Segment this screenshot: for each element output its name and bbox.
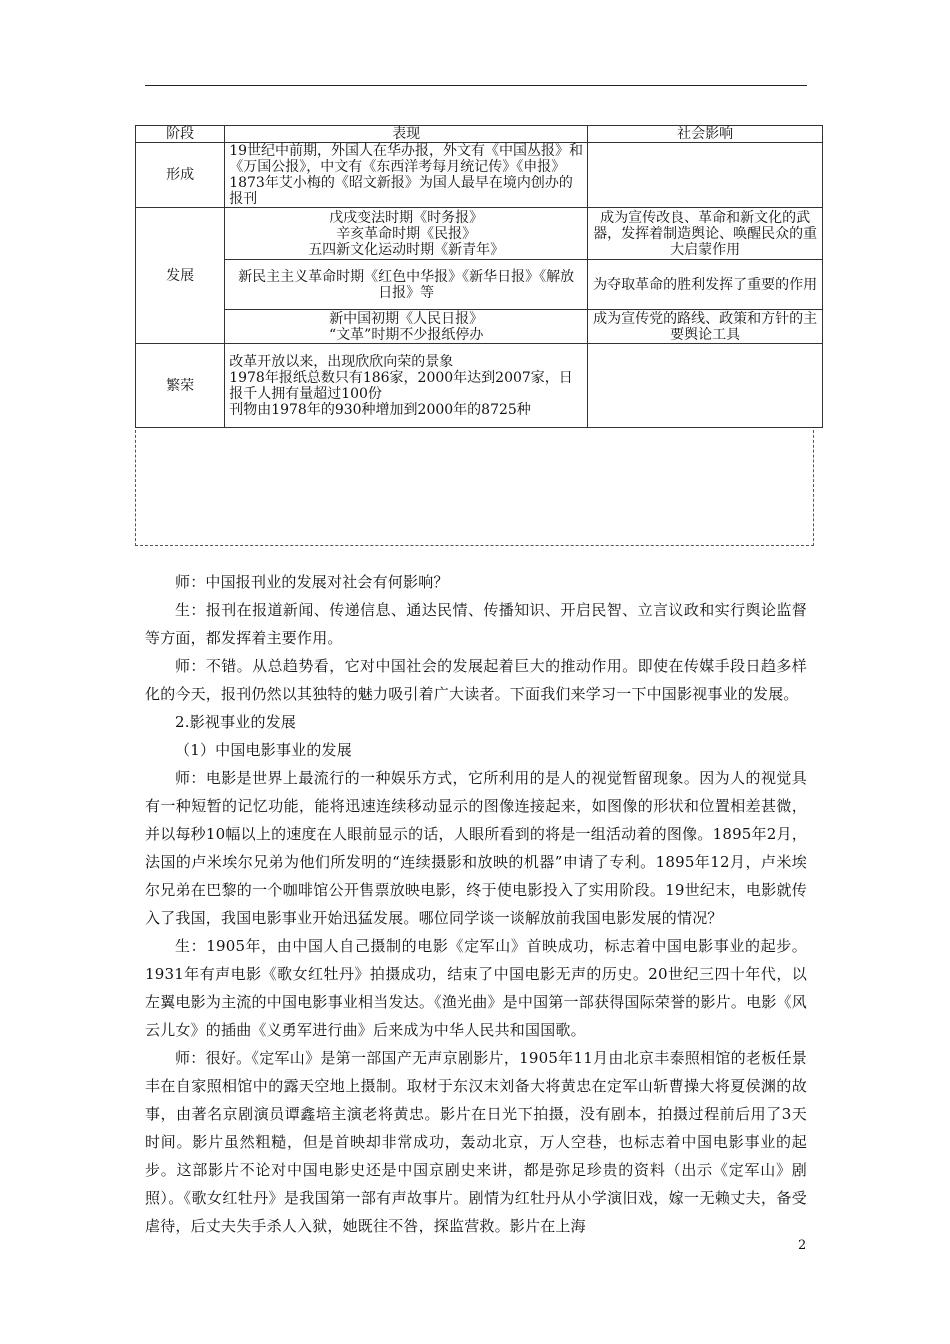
development-representation-3 — [225, 310, 588, 344]
rep-line: 1978年报纸总数只有186家，2000年达到2007家，日报千人拥有量超过100份 — [229, 369, 573, 402]
table-row-development-1 — [136, 208, 823, 260]
stage-prosperity: 繁荣 — [136, 344, 225, 428]
development-impact-1: 成为宣传改良、革命和新文化的武器，发挥着制造舆论、唤醒民众的重大启蒙作用 — [588, 208, 823, 260]
development-representation-2 — [225, 260, 588, 310]
paragraph: 师：中国报刊业的发展对社会有何影响？ — [175, 573, 449, 591]
rep-line: 戊戌变法时期《时务报》 — [329, 209, 484, 226]
stage-formation: 形成 — [136, 143, 225, 208]
table-row-development-2 — [136, 260, 823, 310]
paragraph: 生：1905年，由中国人自己摄制的电影《定军山》首映成功，标志着中国电影事业的起步。1931年有声电影《歌女红牡丹》拍摄成功，结束了中国电影无声的历史。20世纪三四十年代，以左翼电影为主流的中国电影事业相当发达。《渔光曲》是中国第一部获得国际荣誉的影片。电影《风云儿女》的插曲《义勇军进行曲》后来成为中华人民共和国国歌。 — [145, 937, 807, 1039]
stage-development: 发展 — [136, 208, 225, 344]
table-row-prosperity — [136, 344, 823, 428]
subsection-heading: （1）中国电影事业的发展 — [175, 741, 352, 759]
rep-line: 新中国初期《人民日报》 — [329, 310, 484, 327]
header-representation: 表现 — [225, 126, 588, 143]
rep-line: “文革”时期不少报纸停办 — [329, 326, 484, 343]
rep-line: 新民主主义革命时期《红色中华报》《新华日报》《解放 — [238, 268, 575, 285]
header-stage: 阶段 — [136, 126, 225, 143]
rep-line: 五四新文化运动时期《新青年》 — [308, 241, 505, 258]
rep-line: 辛亥革命时期《民报》 — [336, 225, 477, 242]
dashed-blank-box — [135, 430, 814, 546]
prosperity-impact — [588, 344, 823, 428]
development-impact-2: 为夺取革命的胜利发挥了重要的作用 — [588, 260, 823, 310]
section-heading: 2.影视事业的发展 — [175, 713, 297, 731]
lesson-body — [145, 568, 807, 1240]
newspaper-stages-table — [135, 125, 823, 428]
table-row-formation — [136, 143, 823, 208]
table-row-development-3 — [136, 310, 823, 344]
table-header-row — [136, 126, 823, 143]
formation-representation: 19世纪中前期，外国人在华办报，外文有《中国丛报》和《万国公报》，中文有《东西洋考每月统记传》《申报》1873年艾小梅的《昭文新报》为国人最早在境内创办的报刊 — [225, 143, 588, 208]
rep-line: 刊物由1978年的930种增加到2000年的8725种 — [229, 401, 531, 418]
rep-line: 日报》等 — [378, 284, 435, 301]
formation-impact — [588, 143, 823, 208]
rep-line: 改革开放以来，出现欣欣向荣的景象 — [229, 353, 454, 370]
paragraph: 师：不错。从总趋势看，它对中国社会的发展起着巨大的推动作用。即使在传媒手段日趋多样化的今天，报刊仍然以其独特的魅力吸引着广大读者。下面我们来学习一下中国影视事业的发展。 — [145, 657, 807, 703]
paragraph: 师：电影是世界上最流行的一种娱乐方式，它所利用的是人的视觉暂留现象。因为人的视觉具有一种短暂的记忆功能，能将迅速连续移动显示的图像连接起来，如图像的形状和位置相差甚微，并以每秒10幅以上的速度在人眼前显示的话，人眼所看到的将是一组活动着的图像。1895年2月，法国的卢米埃尔兄弟为他们所发明的“连续摄影和放映的机器”申请了专利。1895年12月，卢米埃尔兄弟在巴黎的一个咖啡馆公开售票放映电影，终于使电影投入了实用阶段。19世纪末，电影就传入了我国，我国电影事业开始迅猛发展。哪位同学谈一谈解放前我国电影发展的情况？ — [145, 769, 807, 927]
header-rule — [145, 85, 807, 86]
paragraph: 师：很好。《定军山》是第一部国产无声京剧影片，1905年11月由北京丰泰照相馆的老板任景丰在自家照相馆中的露天空地上摄制。取材于东汉末刘备大将黄忠在定军山斩曹操大将夏侯渊的故事，由著名京剧演员谭鑫培主演老将黄忠。影片在日光下拍摄，没有剧本，拍摄过程前后用了3天时间。影片虽然粗糙，但是首映却非常成功，轰动北京，万人空巷，也标志着中国电影事业的起步。这部影片不论对中国电影史还是中国京剧史来讲，都是弥足珍贵的资料（出示《定军山》剧照）。《歌女红牡丹》是我国第一部有声故事片。剧情为红牡丹从小学演旧戏，嫁一无赖丈夫，备受虐待，后丈夫失手杀人入狱，她既往不咎，探监营救。影片在上海 — [145, 1049, 807, 1235]
development-representation-1 — [225, 208, 588, 260]
prosperity-representation — [225, 344, 588, 428]
page-number: 2 — [798, 1238, 807, 1253]
header-social-impact: 社会影响 — [588, 126, 823, 143]
paragraph: 生：报刊在报道新闻、传递信息、通达民情、传播知识、开启民智、立言议政和实行舆论监督等方面，都发挥着主要作用。 — [145, 601, 807, 647]
development-impact-3: 成为宣传党的路线、政策和方针的主要舆论工具 — [588, 310, 823, 344]
